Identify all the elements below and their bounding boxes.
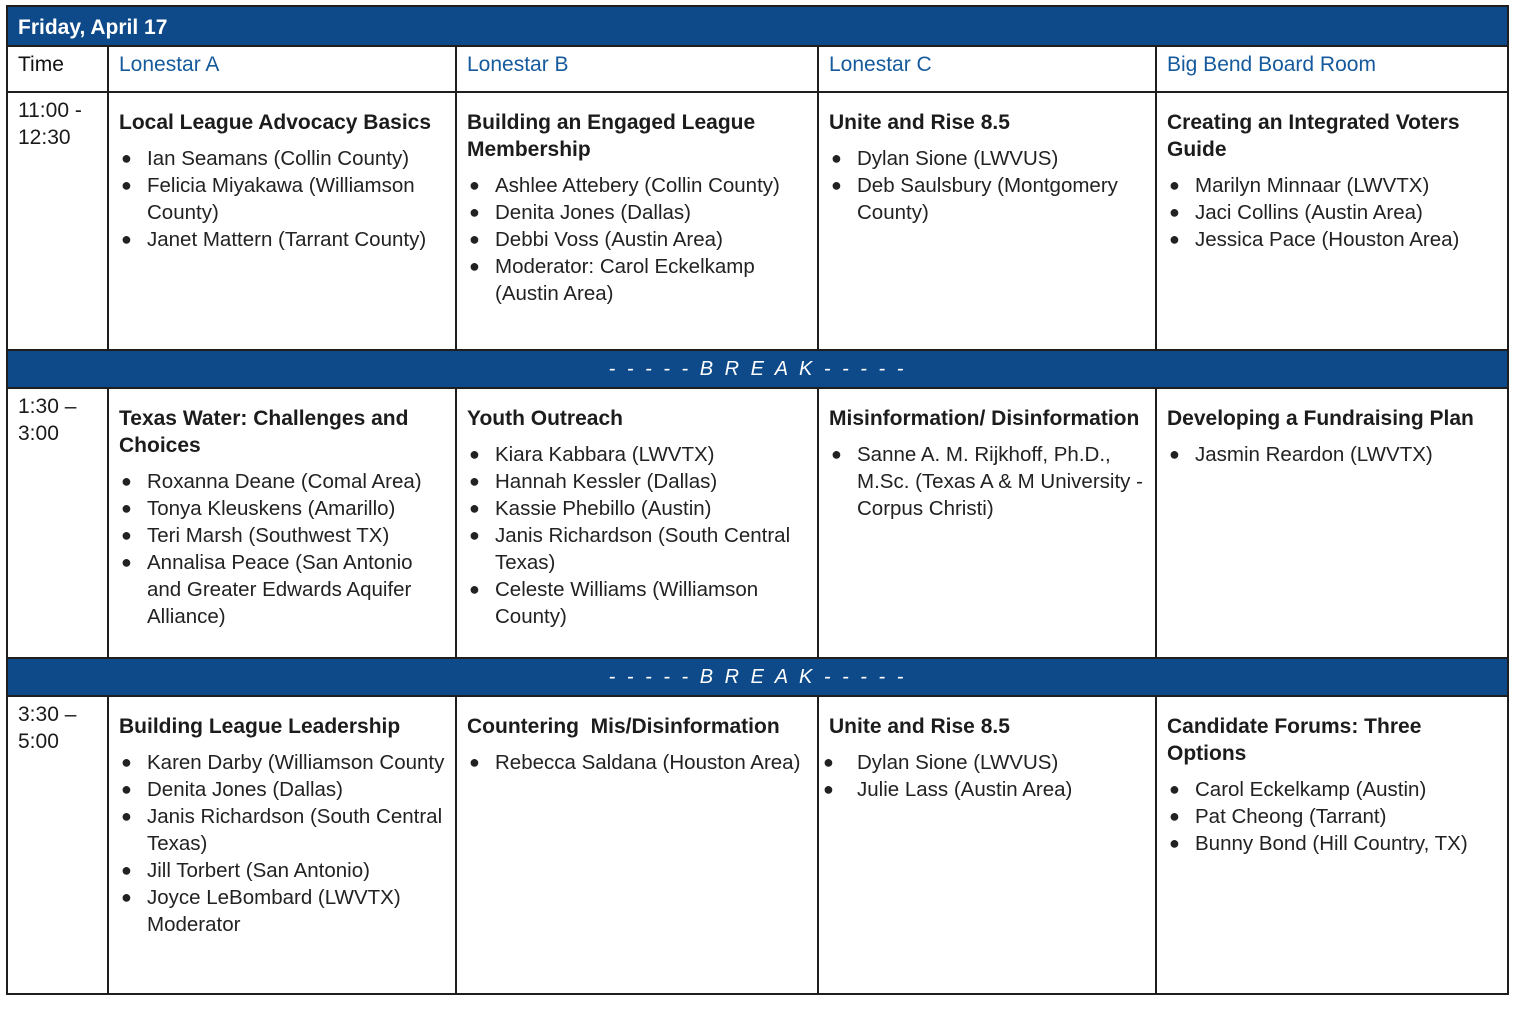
- session-cell: [818, 388, 1156, 658]
- schedule-table-container: [6, 5, 1507, 995]
- break-label: - - - - - B R E A K - - - - -: [7, 658, 1508, 696]
- speaker-name: Joyce LeBombard (LWVTX) Moderator: [147, 886, 401, 936]
- bullet-icon: ●: [831, 444, 842, 464]
- speaker-list: [119, 145, 445, 253]
- session-cell: [456, 388, 818, 658]
- session-title: Unite and Rise 8.5: [829, 111, 1010, 134]
- speaker-name: Rebecca Saldana (Houston Area): [495, 751, 801, 774]
- speaker-item: [467, 226, 807, 253]
- speaker-list: [119, 749, 445, 938]
- time-start: 3:30 –: [18, 703, 77, 726]
- speaker-item: [1167, 441, 1497, 468]
- speaker-name: Teri Marsh (Southwest TX): [147, 524, 390, 547]
- bullet-icon: ●: [1169, 444, 1180, 464]
- session-row-slot-1: [7, 92, 1508, 350]
- session-row-slot-3: [7, 696, 1508, 994]
- day-header-row: [7, 6, 1508, 46]
- speaker-name: Moderator: Carol Eckelkamp (Austin Area): [495, 255, 755, 305]
- bullet-icon: ●: [469, 525, 480, 545]
- session-cell: [818, 92, 1156, 350]
- speaker-name: Karen Darby (Williamson County: [147, 751, 445, 774]
- speaker-item: [119, 549, 445, 630]
- bullet-icon: ●: [469, 256, 480, 276]
- bullet-icon: ●: [1169, 202, 1180, 222]
- speaker-name: Tonya Kleuskens (Amarillo): [147, 497, 396, 520]
- break-row: [7, 350, 1508, 388]
- speaker-item: [119, 172, 445, 226]
- break-row: [7, 658, 1508, 696]
- bullet-icon: ●: [1169, 229, 1180, 249]
- speaker-item: [1167, 803, 1497, 830]
- speaker-name: Denita Jones (Dallas): [147, 778, 343, 801]
- speaker-item: [467, 495, 807, 522]
- bullet-icon: ●: [121, 552, 132, 572]
- session-cell: [1156, 388, 1508, 658]
- bullet-icon: ●: [121, 752, 132, 772]
- bullet-icon: ●: [121, 525, 132, 545]
- room-header-big-bend: Big Bend Board Room: [1156, 46, 1508, 92]
- speaker-name: Jasmin Reardon (LWVTX): [1195, 443, 1433, 466]
- speaker-name: Jaci Collins (Austin Area): [1195, 201, 1423, 224]
- bullet-icon: ●: [469, 229, 480, 249]
- bullet-icon: ●: [469, 175, 480, 195]
- speaker-item: [119, 857, 445, 884]
- speaker-name: Dylan Sione (LWVUS): [857, 751, 1059, 774]
- speaker-name: Dylan Sione (LWVUS): [857, 147, 1059, 170]
- speaker-item: [467, 749, 807, 776]
- speaker-list: [467, 172, 807, 307]
- speaker-item: [1167, 199, 1497, 226]
- speaker-item: [467, 441, 807, 468]
- session-cell: [108, 696, 456, 994]
- speaker-list: [1167, 172, 1497, 253]
- speaker-name: Jessica Pace (Houston Area): [1195, 228, 1460, 251]
- speaker-list: [829, 441, 1145, 522]
- speaker-item: [1167, 776, 1497, 803]
- session-title: Developing a Fundraising Plan: [1167, 407, 1474, 430]
- speaker-name: Bunny Bond (Hill Country, TX): [1195, 832, 1468, 855]
- speaker-item: [119, 803, 445, 857]
- room-header-lonestar-a: Lonestar A: [108, 46, 456, 92]
- speaker-item: [119, 522, 445, 549]
- time-end: 5:00: [18, 730, 59, 753]
- bullet-icon: ●: [121, 229, 132, 249]
- speaker-item: [1167, 172, 1497, 199]
- time-column-header: Time: [7, 46, 108, 92]
- speaker-name: Ian Seamans (Collin County): [147, 147, 410, 170]
- speaker-name: Kiara Kabbara (LWVTX): [495, 443, 715, 466]
- schedule-table: [6, 5, 1509, 995]
- speaker-item: [467, 522, 807, 576]
- speaker-name: Roxanna Deane (Comal Area): [147, 470, 422, 493]
- session-title: Building an Engaged League Membership: [467, 111, 756, 161]
- bullet-icon: ●: [823, 779, 834, 799]
- speaker-list: [829, 145, 1145, 226]
- speaker-item: [1167, 226, 1497, 253]
- speaker-name: Ashlee Attebery (Collin County): [495, 174, 780, 197]
- speaker-name: Celeste Williams (Williamson County): [495, 578, 759, 628]
- speaker-list: [467, 749, 807, 776]
- session-cell: [108, 92, 456, 350]
- day-title: Friday, April 17: [7, 6, 1508, 46]
- speaker-list: [467, 441, 807, 630]
- speaker-item: [829, 172, 1145, 226]
- session-cell: [818, 696, 1156, 994]
- session-cell: [456, 696, 818, 994]
- speaker-name: Deb Saulsbury (Montgomery County): [857, 174, 1118, 224]
- bullet-icon: ●: [121, 806, 132, 826]
- speaker-list: [119, 468, 445, 630]
- speaker-name: Felicia Miyakawa (Williamson County): [147, 174, 415, 224]
- bullet-icon: ●: [1169, 806, 1180, 826]
- time-start: 11:00 -: [18, 99, 82, 122]
- bullet-icon: ●: [121, 887, 132, 907]
- speaker-item: [823, 776, 1145, 803]
- time-end: 3:00: [18, 422, 59, 445]
- speaker-item: [119, 776, 445, 803]
- time-cell: [7, 92, 108, 350]
- speaker-name: Debbi Voss (Austin Area): [495, 228, 723, 251]
- session-cell: [1156, 92, 1508, 350]
- time-cell: [7, 696, 108, 994]
- bullet-icon: ●: [1169, 175, 1180, 195]
- speaker-name: Annalisa Peace (San Antonio and Greater Edwards Aquifer Alliance): [147, 551, 413, 628]
- speaker-name: Janis Richardson (South Central Texas): [495, 524, 791, 574]
- session-cell: [456, 92, 818, 350]
- speaker-name: Hannah Kessler (Dallas): [495, 470, 718, 493]
- session-title: Countering Mis/Disinformation: [467, 715, 780, 738]
- session-title: Creating an Integrated Voters Guide: [1167, 111, 1460, 161]
- bullet-icon: ●: [121, 471, 132, 491]
- speaker-list: [1167, 776, 1497, 857]
- time-cell: [7, 388, 108, 658]
- speaker-item: [467, 468, 807, 495]
- bullet-icon: ●: [1169, 833, 1180, 853]
- bullet-icon: ●: [121, 148, 132, 168]
- speaker-item: [829, 145, 1145, 172]
- session-title: Misinformation/ Disinformation: [829, 407, 1140, 430]
- speaker-item: [823, 749, 1145, 776]
- session-title: Youth Outreach: [467, 407, 623, 430]
- bullet-icon: ●: [121, 498, 132, 518]
- speaker-item: [119, 226, 445, 253]
- break-label: - - - - - B R E A K - - - - -: [7, 350, 1508, 388]
- speaker-item: [119, 749, 445, 776]
- speaker-item: [119, 145, 445, 172]
- bullet-icon: ●: [121, 779, 132, 799]
- speaker-item: [467, 172, 807, 199]
- bullet-icon: ●: [823, 752, 834, 772]
- speaker-name: Janis Richardson (South Central Texas): [147, 805, 443, 855]
- speaker-item: [119, 468, 445, 495]
- session-title: Texas Water: Challenges and Choices: [119, 407, 409, 457]
- session-cell: [108, 388, 456, 658]
- session-title: Local League Advocacy Basics: [119, 111, 432, 134]
- session-cell: [1156, 696, 1508, 994]
- speaker-name: Carol Eckelkamp (Austin): [1195, 778, 1427, 801]
- bullet-icon: ●: [469, 202, 480, 222]
- bullet-icon: ●: [831, 175, 842, 195]
- speaker-name: Sanne A. M. Rijkhoff, Ph.D., M.Sc. (Texas A & M University - Corpus Christi): [857, 443, 1143, 520]
- room-header-row: [7, 46, 1508, 92]
- speaker-name: Denita Jones (Dallas): [495, 201, 691, 224]
- speaker-name: Kassie Phebillo (Austin): [495, 497, 712, 520]
- speaker-name: Jill Torbert (San Antonio): [147, 859, 370, 882]
- speaker-name: Julie Lass (Austin Area): [857, 778, 1073, 801]
- speaker-name: Pat Cheong (Tarrant): [1195, 805, 1387, 828]
- speaker-item: [467, 199, 807, 226]
- bullet-icon: ●: [121, 860, 132, 880]
- session-title: Building League Leadership: [119, 715, 401, 738]
- speaker-name: Marilyn Minnaar (LWVTX): [1195, 174, 1430, 197]
- bullet-icon: ●: [469, 498, 480, 518]
- bullet-icon: ●: [469, 579, 480, 599]
- bullet-icon: ●: [469, 471, 480, 491]
- time-end: 12:30: [18, 126, 71, 149]
- speaker-item: [467, 253, 807, 307]
- bullet-icon: ●: [1169, 779, 1180, 799]
- speaker-item: [119, 495, 445, 522]
- speaker-item: [1167, 830, 1497, 857]
- bullet-icon: ●: [469, 444, 480, 464]
- speaker-list: [823, 749, 1145, 803]
- time-start: 1:30 –: [18, 395, 77, 418]
- speaker-list: [1167, 441, 1497, 468]
- session-title: Unite and Rise 8.5: [829, 715, 1010, 738]
- bullet-icon: ●: [831, 148, 842, 168]
- session-title: Candidate Forums: Three Options: [1167, 715, 1422, 765]
- speaker-item: [467, 576, 807, 630]
- bullet-icon: ●: [469, 752, 480, 772]
- room-header-lonestar-c: Lonestar C: [818, 46, 1156, 92]
- bullet-icon: ●: [121, 175, 132, 195]
- speaker-item: [829, 441, 1145, 522]
- session-row-slot-2: [7, 388, 1508, 658]
- room-header-lonestar-b: Lonestar B: [456, 46, 818, 92]
- speaker-item: [119, 884, 445, 938]
- speaker-name: Janet Mattern (Tarrant County): [147, 228, 427, 251]
